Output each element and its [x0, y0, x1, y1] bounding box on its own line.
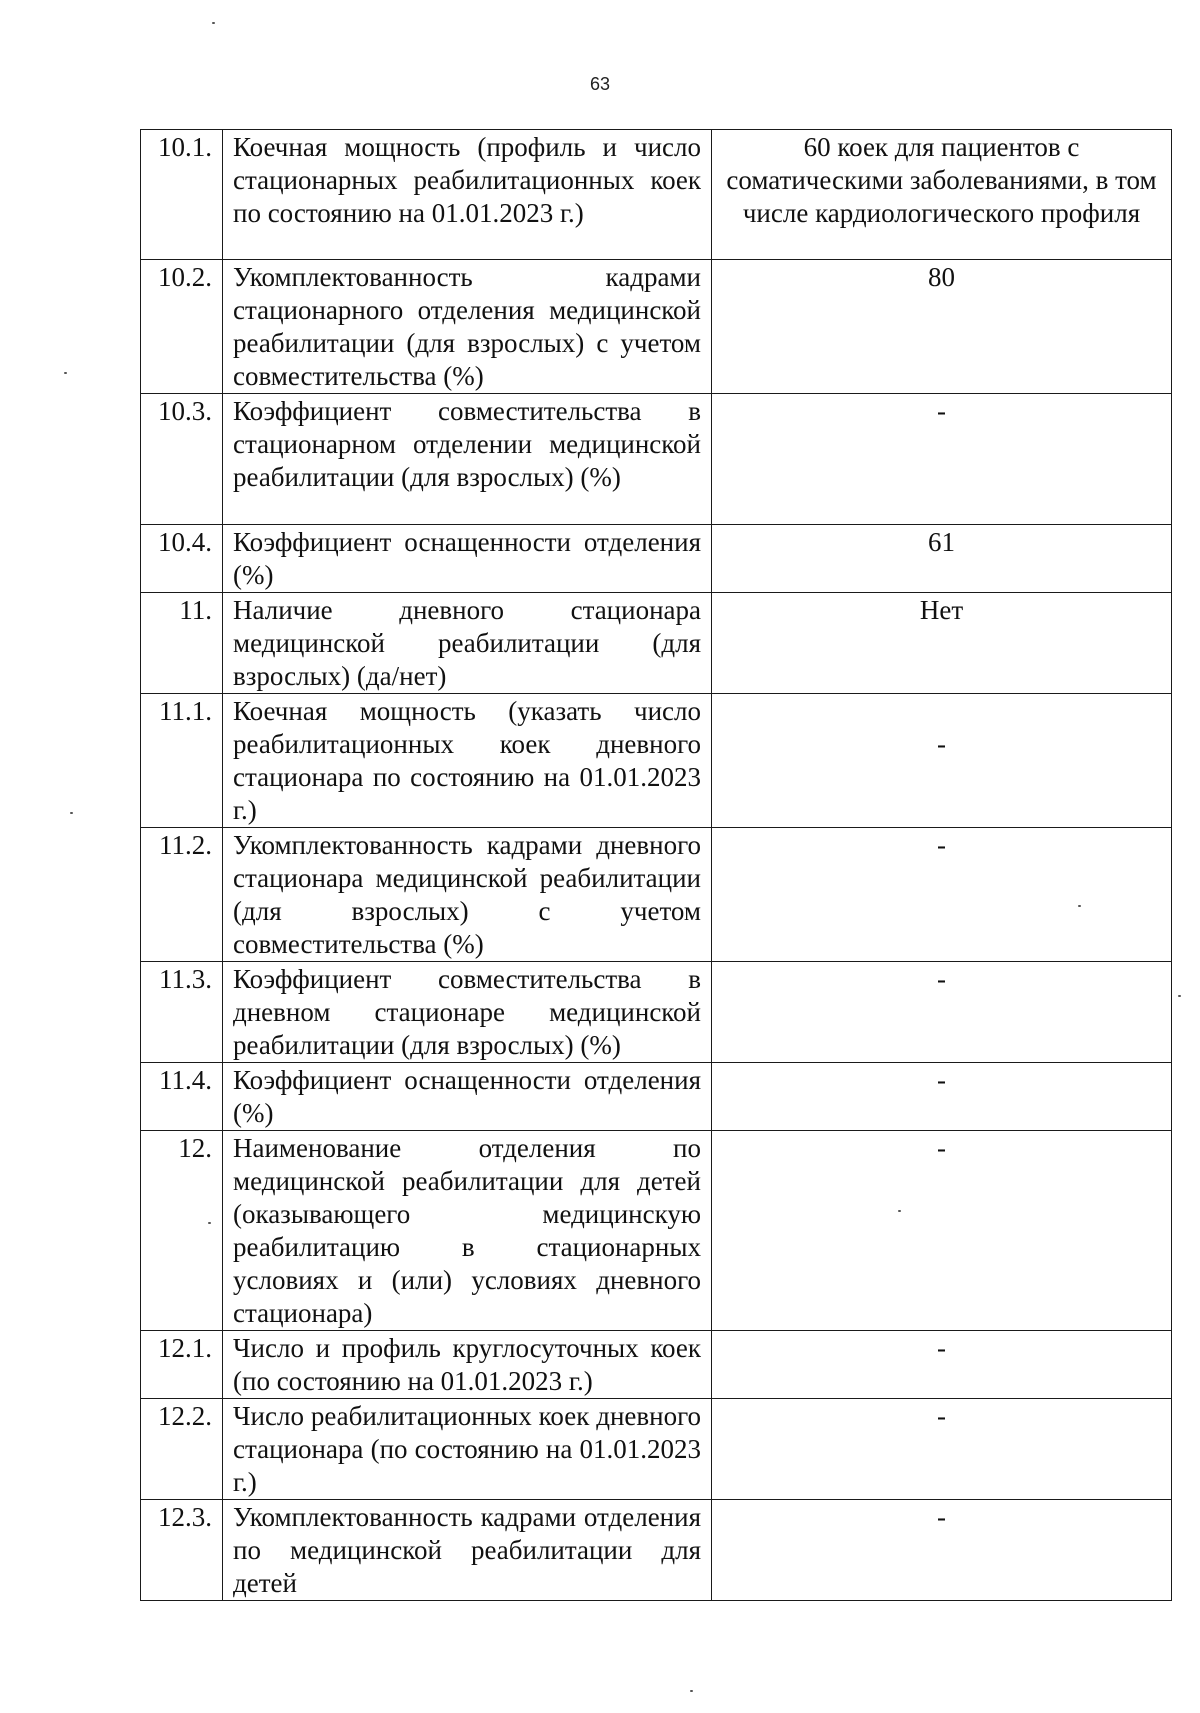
row-description: Наличие дневного стационара медицинской реабилитации (для взрослых) (да/нет): [223, 593, 712, 694]
row-number: 10.2.: [141, 260, 223, 394]
row-value: -: [712, 1399, 1172, 1500]
row-description: Коечная мощность (указать число реабилитационных коек дневного стационара по состоянию на 01.01.2023 г.): [223, 694, 712, 828]
row-number: 10.4.: [141, 525, 223, 593]
row-value: 80: [712, 260, 1172, 394]
row-number: 11.4.: [141, 1063, 223, 1131]
row-number: 12.2.: [141, 1399, 223, 1500]
table-row: [141, 1063, 1172, 1131]
scan-speck: [1078, 905, 1081, 907]
row-description: Число и профиль круглосуточных коек (по состоянию на 01.01.2023 г.): [223, 1331, 712, 1399]
scan-speck: [64, 372, 67, 374]
row-number: 12.: [141, 1131, 223, 1331]
row-description: Коечная мощность (профиль и число стационарных реабилитационных коек по состоянию на 01.01.2023 г.): [223, 130, 712, 260]
row-number: 11.3.: [141, 962, 223, 1063]
row-value: -: [712, 1331, 1172, 1399]
row-description: Наименование отделения по медицинской реабилитации для детей (оказывающего медицинскую реабилитацию в стационарных условиях и (или) условиях дневного стационара): [223, 1131, 712, 1331]
row-value: -: [712, 1131, 1172, 1331]
row-value: -: [712, 394, 1172, 525]
row-number: 10.3.: [141, 394, 223, 525]
row-value: 60 коек для пациентов с соматическими заболеваниями, в том числе кардиологического профиля: [712, 130, 1172, 260]
row-value: Нет: [712, 593, 1172, 694]
row-value: -: [937, 729, 946, 759]
indicators-table: [140, 129, 1172, 1601]
table-row: [141, 394, 1172, 525]
table-row: [141, 694, 1172, 828]
row-value: -: [712, 828, 1172, 962]
row-value: -: [712, 962, 1172, 1063]
scan-speck: [1178, 995, 1181, 997]
row-description: Укомплектованность кадрами отделения по медицинской реабилитации для детей: [223, 1500, 712, 1601]
scan-speck: [690, 1690, 693, 1692]
row-number: 12.3.: [141, 1500, 223, 1601]
row-value: -: [712, 1500, 1172, 1601]
scan-speck: [212, 22, 215, 24]
row-value: 61: [712, 525, 1172, 593]
row-number: 11.: [141, 593, 223, 694]
table-row: [141, 828, 1172, 962]
row-number: 10.1.: [141, 130, 223, 260]
table-row: [141, 962, 1172, 1063]
row-description: Число реабилитационных коек дневного стационара (по состоянию на 01.01.2023 г.): [223, 1399, 712, 1500]
row-description: Коэффициент совместительства в дневном стационаре медицинской реабилитации (для взрослых) (%): [223, 962, 712, 1063]
row-description: Укомплектованность кадрами стационарного отделения медицинской реабилитации (для взрослых) с учетом совместительства (%): [223, 260, 712, 394]
row-value: -: [712, 1063, 1172, 1131]
table-row: [141, 1399, 1172, 1500]
row-value-cell: [712, 694, 1172, 828]
row-description: Коэффициент совместительства в стационарном отделении медицинской реабилитации (для взрослых) (%): [223, 394, 712, 525]
row-number: 11.2.: [141, 828, 223, 962]
table-row: [141, 1331, 1172, 1399]
table-row: [141, 593, 1172, 694]
table-row: [141, 1500, 1172, 1601]
scan-speck: [208, 1222, 211, 1224]
row-number: 12.1.: [141, 1331, 223, 1399]
row-description: Укомплектованность кадрами дневного стационара медицинской реабилитации (для взрослых) с учетом совместительства (%): [223, 828, 712, 962]
table-row: [141, 525, 1172, 593]
page-number: 63: [589, 74, 611, 94]
scan-speck: [898, 1210, 901, 1212]
row-description: Коэффициент оснащенности отделения (%): [223, 1063, 712, 1131]
table-row: [141, 1131, 1172, 1331]
table-row: [141, 130, 1172, 260]
row-description: Коэффициент оснащенности отделения (%): [223, 525, 712, 593]
row-number: 11.1.: [141, 694, 223, 828]
table-row: [141, 260, 1172, 394]
scan-speck: [70, 812, 73, 814]
